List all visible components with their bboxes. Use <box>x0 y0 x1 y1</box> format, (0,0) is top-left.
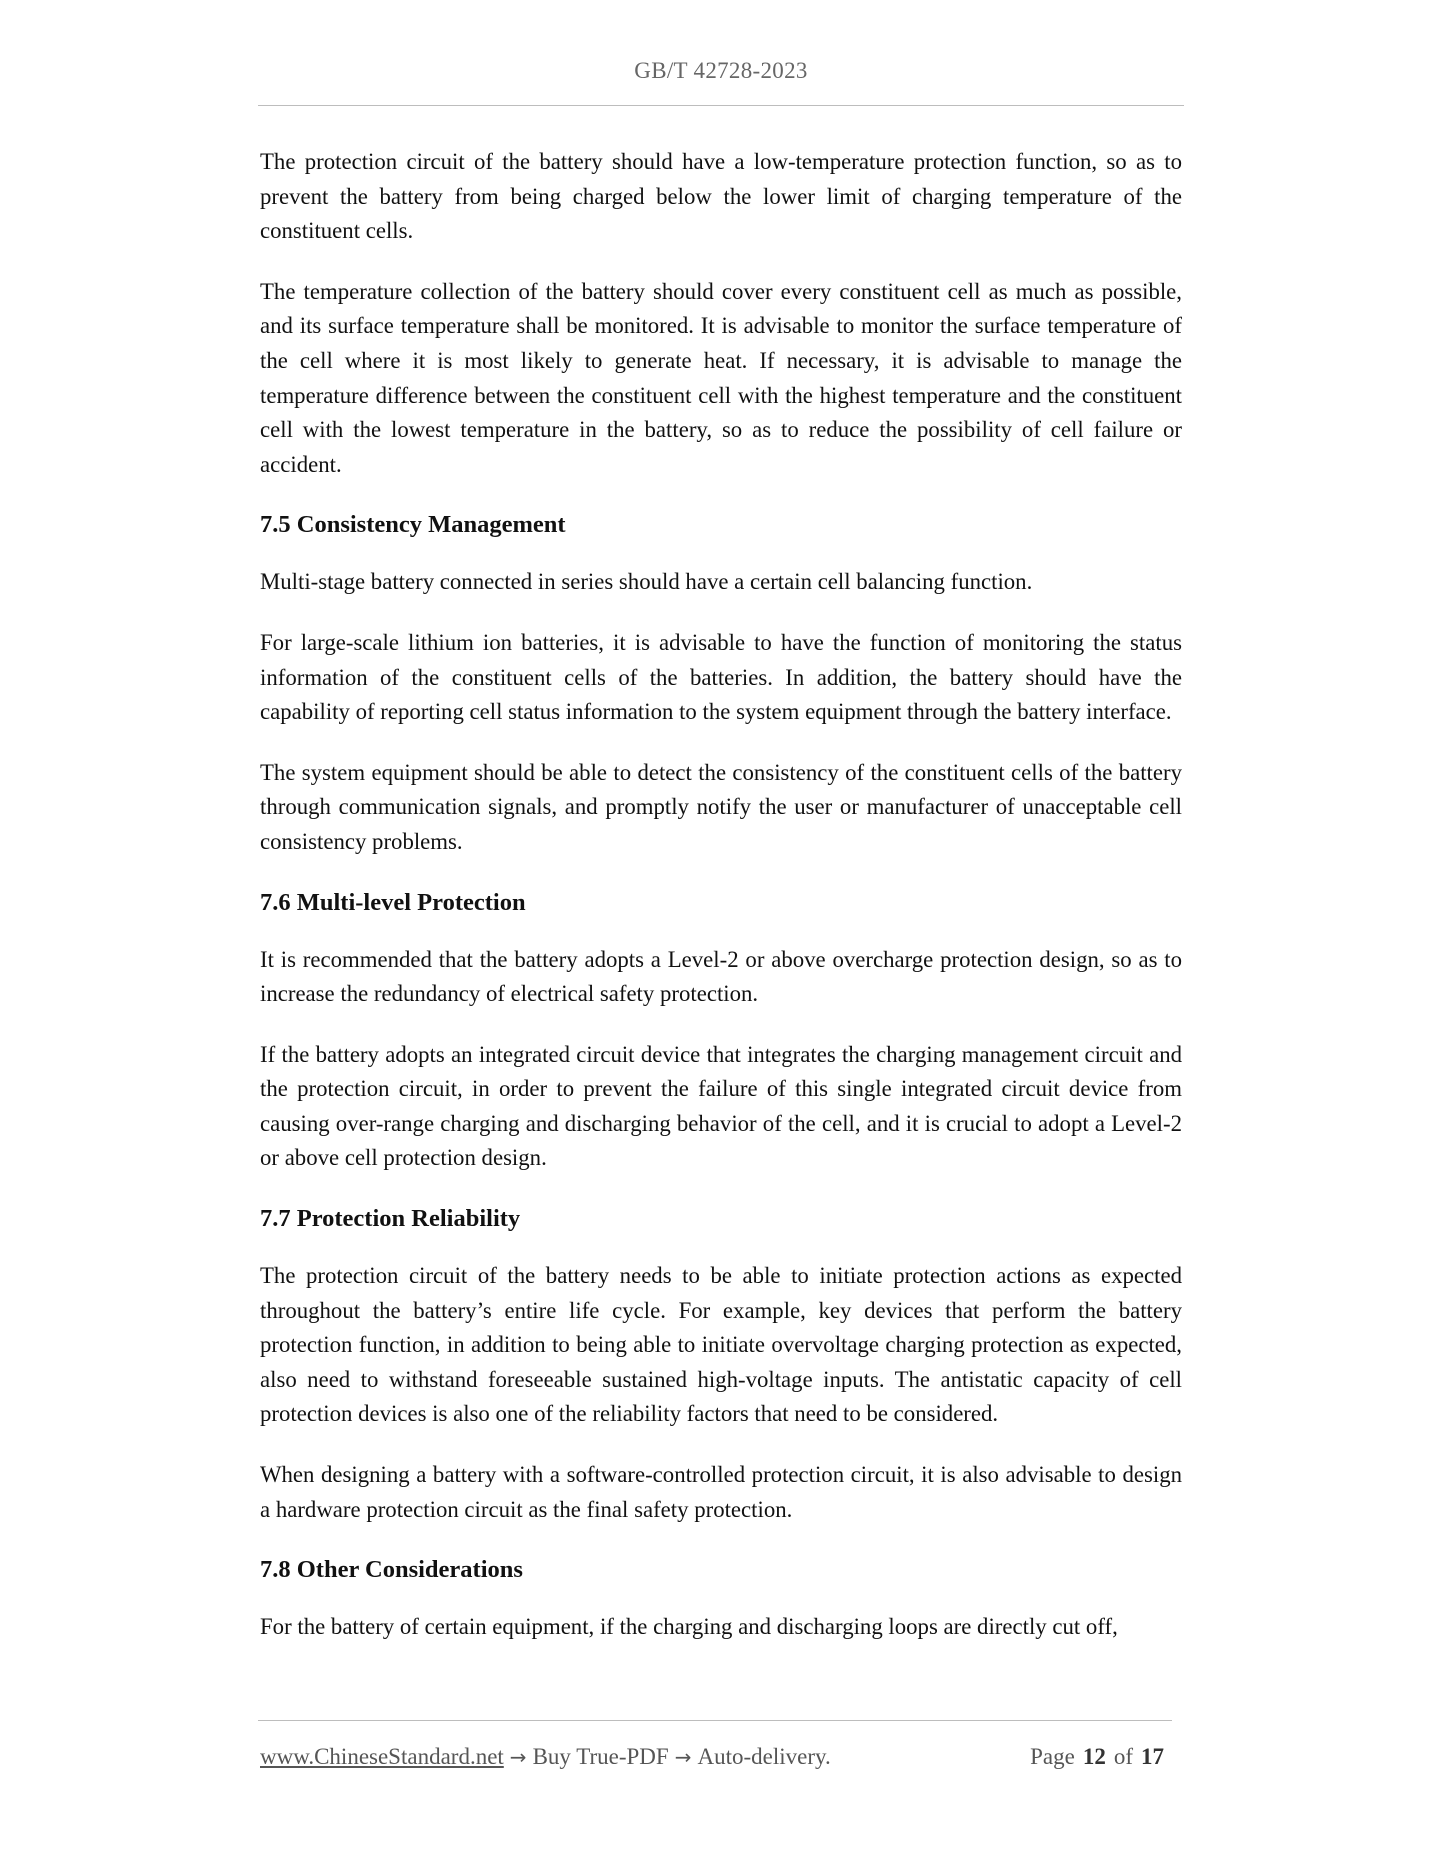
section-heading-7-7: 7.7 Protection Reliability <box>260 1205 521 1233</box>
auto-delivery-text: Auto-delivery. <box>697 1744 831 1769</box>
page-label: Page <box>1030 1744 1075 1769</box>
paragraph-status-monitoring: For large-scale lithium ion batteries, it is advisable to have the function of monitoring the status information of the constituent cells of the batteries. In addition, the battery should have the capability of reporting cell status information to the system equipment through the battery interface. <box>260 629 1182 725</box>
paragraph-integrated-circuit: If the battery adopts an integrated circuit device that integrates the charging management circuit and the protection circuit, in order to prevent the failure of this single integrated circuit device from causing over-range charging and discharging behavior of the cell, and it is crucial to adopt a Level-2 or above cell protection design. <box>260 1041 1182 1171</box>
page-number: 12 <box>1082 1744 1106 1769</box>
of-label: of <box>1113 1744 1133 1769</box>
footer-divider <box>258 1720 1172 1721</box>
section-heading-7-5: 7.5 Consistency Management <box>260 511 566 539</box>
footer-promo <box>260 1740 831 1774</box>
paragraph-temperature-collection: The temperature collection of the battery should cover every constituent cell as much as possible, and its surface temperature shall be monitored. It is advisable to monitor the surface temperature of the cell where it is most likely to generate heat. If necessary, it is advisable to manage the temperature difference between the constituent cell with the highest temperature and the constituent cell with the lowest temperature in the battery, so as to reduce the possibility of cell failure or accident. <box>260 278 1182 477</box>
paragraph-level2-overcharge: It is recommended that the battery adopts a Level-2 or above overcharge protection design, so as to increase the redundancy of electrical safety protection. <box>260 946 1182 1007</box>
paragraph-protection-lifecycle: The protection circuit of the battery needs to be able to initiate protection actions as expected throughout the battery’s entire life cycle. For example, key devices that perform the battery protection function, in addition to being able to initiate overvoltage charging protection as expected, also need to withstand foreseeable sustained high-voltage inputs. The antistatic capacity of cell protection devices is also one of the reliability factors that need to be considered. <box>260 1263 1182 1427</box>
header-divider <box>258 105 1184 106</box>
page-total: 17 <box>1141 1744 1164 1769</box>
paragraph-consistency-detection: The system equipment should be able to detect the consistency of the constituent cells of the battery through communication signals, and promptly notify the user or manufacturer of unacceptable cell consistency problems. <box>260 759 1182 854</box>
paragraph-charging-loops: For the battery of certain equipment, if the charging and discharging loops are directly cut off, <box>260 1614 1118 1640</box>
page-header-standard-id: GB/T 42728-2023 <box>634 58 808 83</box>
buy-true-pdf-text: Buy True-PDF <box>532 1744 669 1769</box>
arrow-right-icon: → <box>674 1745 692 1769</box>
document-body <box>260 145 1182 1671</box>
paragraph-cell-balancing: Multi-stage battery connected in series should have a certain cell balancing function. <box>260 569 1033 595</box>
site-link[interactable]: www.ChineseStandard.net <box>260 1744 504 1769</box>
paragraph-hardware-protection: When designing a battery with a software-controlled protection circuit, it is also advisable to design a hardware protection circuit as the final safety protection. <box>260 1462 1182 1522</box>
paragraph-low-temperature-protection: The protection circuit of the battery should have a low-temperature protection function, so as to prevent the battery from being charged below the lower limit of charging temperature of the constituent cells. <box>260 149 1182 244</box>
arrow-right-icon: → <box>509 1745 527 1769</box>
section-heading-7-8: 7.8 Other Considerations <box>260 1556 523 1584</box>
page-counter <box>1030 1740 1172 1774</box>
section-heading-7-6: 7.6 Multi-level Protection <box>260 888 526 916</box>
